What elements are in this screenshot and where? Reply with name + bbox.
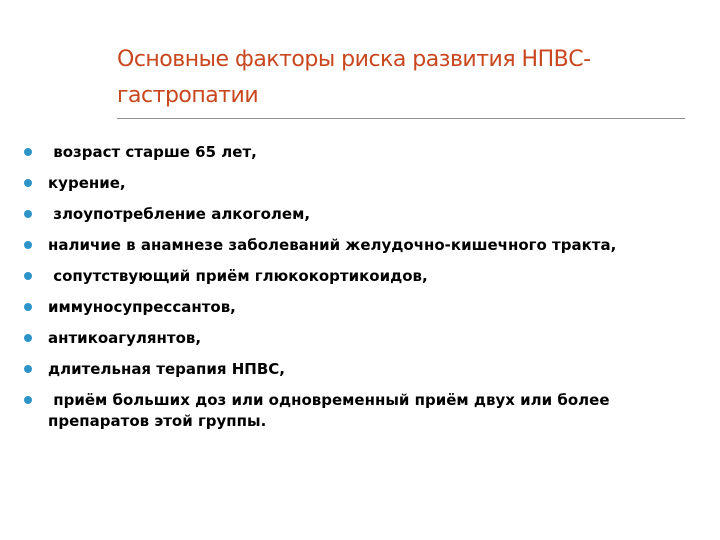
- list-item: [24, 266, 704, 287]
- slide-title: Основные факторы риска развития НПВС-гастропатии: [117, 47, 591, 108]
- risk-factor-list: [24, 142, 704, 442]
- list-item-text: приём больших доз или одновременный приём двух или более препаратов этой группы.: [48, 391, 615, 430]
- bullet-dot-icon: [24, 334, 32, 342]
- list-item: [24, 328, 704, 349]
- list-item-text: длительная терапия НПВС,: [48, 360, 285, 378]
- list-item-text: сопутствующий приём глюкокортикоидов,: [48, 267, 428, 285]
- bullet-dot-icon: [24, 241, 32, 249]
- bullet-dot-icon: [24, 396, 32, 404]
- bullet-dot-icon: [24, 179, 32, 187]
- bullet-dot-icon: [24, 148, 32, 156]
- list-item: [24, 297, 704, 318]
- list-item-text: антикоагулянтов,: [48, 329, 202, 347]
- bullet-dot-icon: [24, 272, 32, 280]
- list-item-text: злоупотребление алкоголем,: [48, 205, 311, 223]
- list-item: [24, 204, 704, 225]
- bullet-dot-icon: [24, 303, 32, 311]
- list-item: [24, 390, 704, 432]
- list-item: [24, 173, 704, 194]
- list-item-text: курение,: [48, 174, 126, 192]
- bullet-dot-icon: [24, 365, 32, 373]
- list-item: [24, 359, 704, 380]
- bullet-dot-icon: [24, 210, 32, 218]
- list-item: [24, 142, 704, 163]
- list-item-text: возраст старше 65 лет,: [48, 143, 257, 161]
- list-item-text: наличие в анамнезе заболеваний желудочно-кишечного тракта,: [48, 236, 617, 254]
- list-item: [24, 235, 704, 256]
- title-divider: [117, 118, 685, 119]
- list-item-text: иммуносупрессантов,: [48, 298, 236, 316]
